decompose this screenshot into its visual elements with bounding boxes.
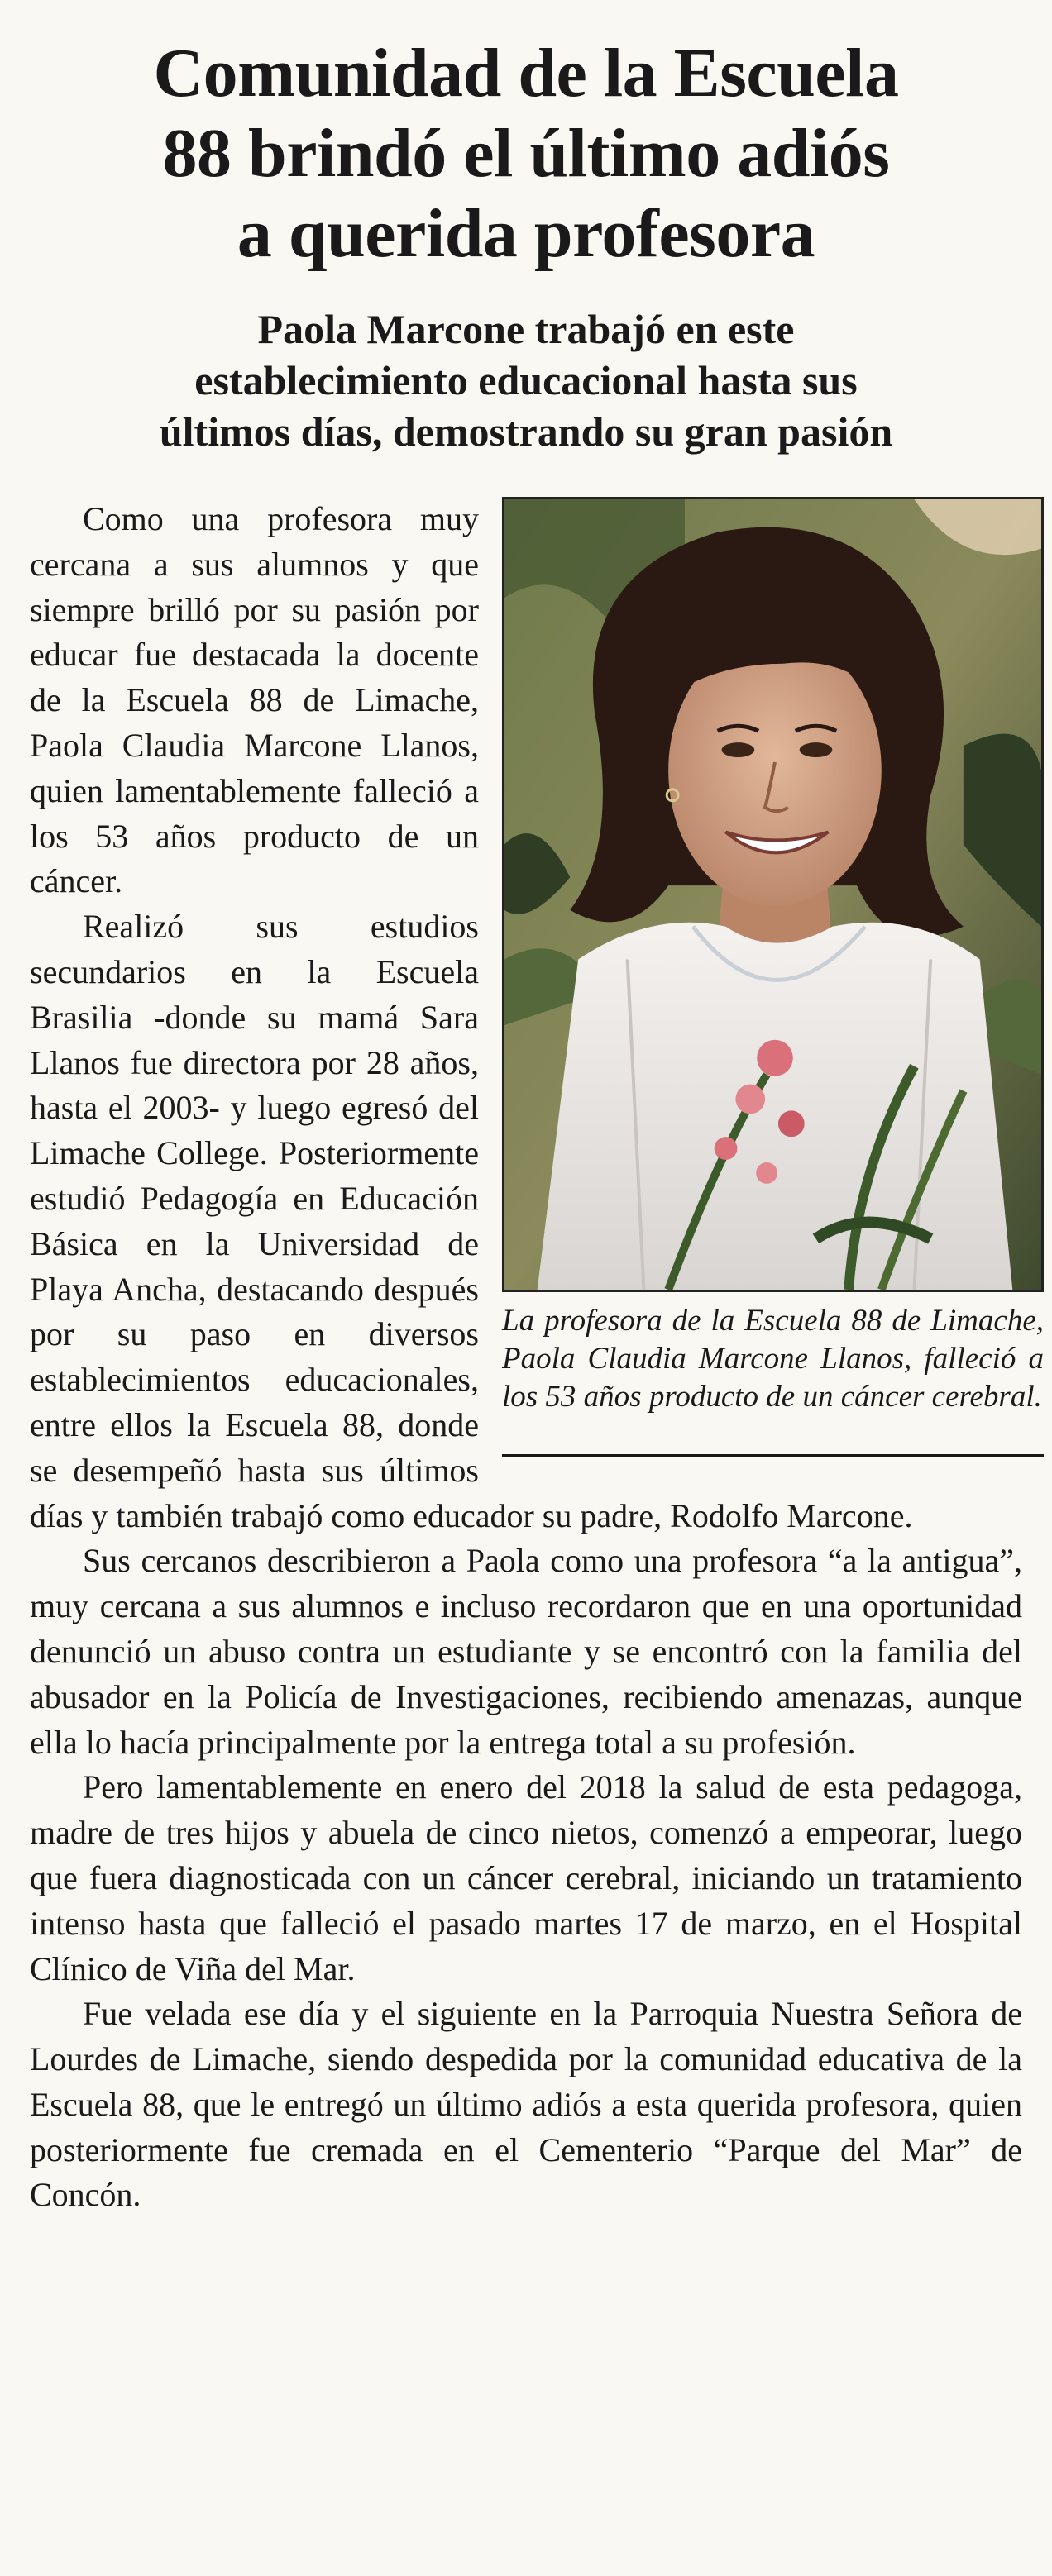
photo-caption: La profesora de la Escuela 88 de Limache, Paola Claudia Marcone Llanos, falleció a los 53 años producto de un cáncer cerebral. (502, 1304, 1044, 1414)
subheadline-line: últimos días, demostrando su gran pasión (159, 408, 893, 455)
article-paragraph: Sus cercanos describieron a Paola como una profesora “a la antigua”, muy cercana a sus alumnos e incluso recordaron que en una oportunidad denunció un abuso contra un estudiante y se encontró con la familia del abusador en la Policía de Investigaciones, recibiendo amenazas, aunque ella lo hacía principalmente por la entrega total a su profesión. (30, 1542, 1022, 1761)
headline-line: a querida profesora (237, 195, 815, 272)
article-body (30, 497, 1044, 2218)
article-paragraph: Fue velada ese día y el siguiente en la Parroquia Nuestra Señora de Lourdes de Limache, siendo despedida por la comunidad educativa de la Escuela 88, que le entregó un último adiós a esta querida profesora, quien posteriormente fue cremada en el Cementerio “Parque del Mar” de Concón. (30, 1995, 1022, 2214)
headline (30, 33, 1022, 274)
subheadline-line: establecimiento educacional hasta sus (194, 357, 858, 403)
teacher-portrait-photo (502, 497, 1044, 1292)
article-paragraph: Realizó sus estudios secundarios en la Escuela Brasilia -donde su mamá Sara Llanos fue directora por 28 años, hasta el 2003- y luego egresó del Limache College. Posteriormente estudió Pedagogía en Educación Básica en la Universidad de Playa Ancha, destacando después por su paso en diversos establecimientos educacionales, entre ellos la Escuela 88, donde se desempeñó hasta sus últimos días y también trabajó como educador su padre, Rodolfo Marcone. (30, 908, 913, 1534)
headline-line: 88 brindó el último adiós (162, 115, 890, 192)
article-paragraph: Pero lamentablemente en enero del 2018 la salud de esta pedagoga, madre de tres hijos y abuela de cinco nietos, comenzó a empeorar, luego que fuera diagnosticada con un cáncer cerebral, iniciando un tratamiento intenso hasta que falleció el pasado martes 17 de marzo, en el Hospital Clínico de Viña del Mar. (30, 1768, 1022, 1987)
subheadline-line: Paola Marcone trabajó en este (257, 306, 795, 352)
article-paragraph: Como una profesora muy cercana a sus alumnos y que siempre brilló por su pasión por educar fue destacada la docente de la Escuela 88 de Limache, Paola Claudia Marcone Llanos, quien lamentablemente falleció a los 53 años producto de un cáncer. (30, 500, 479, 900)
headline-line: Comunidad de la Escuela (153, 35, 899, 112)
photo-figure (502, 497, 1044, 1457)
subheadline (30, 303, 1022, 457)
